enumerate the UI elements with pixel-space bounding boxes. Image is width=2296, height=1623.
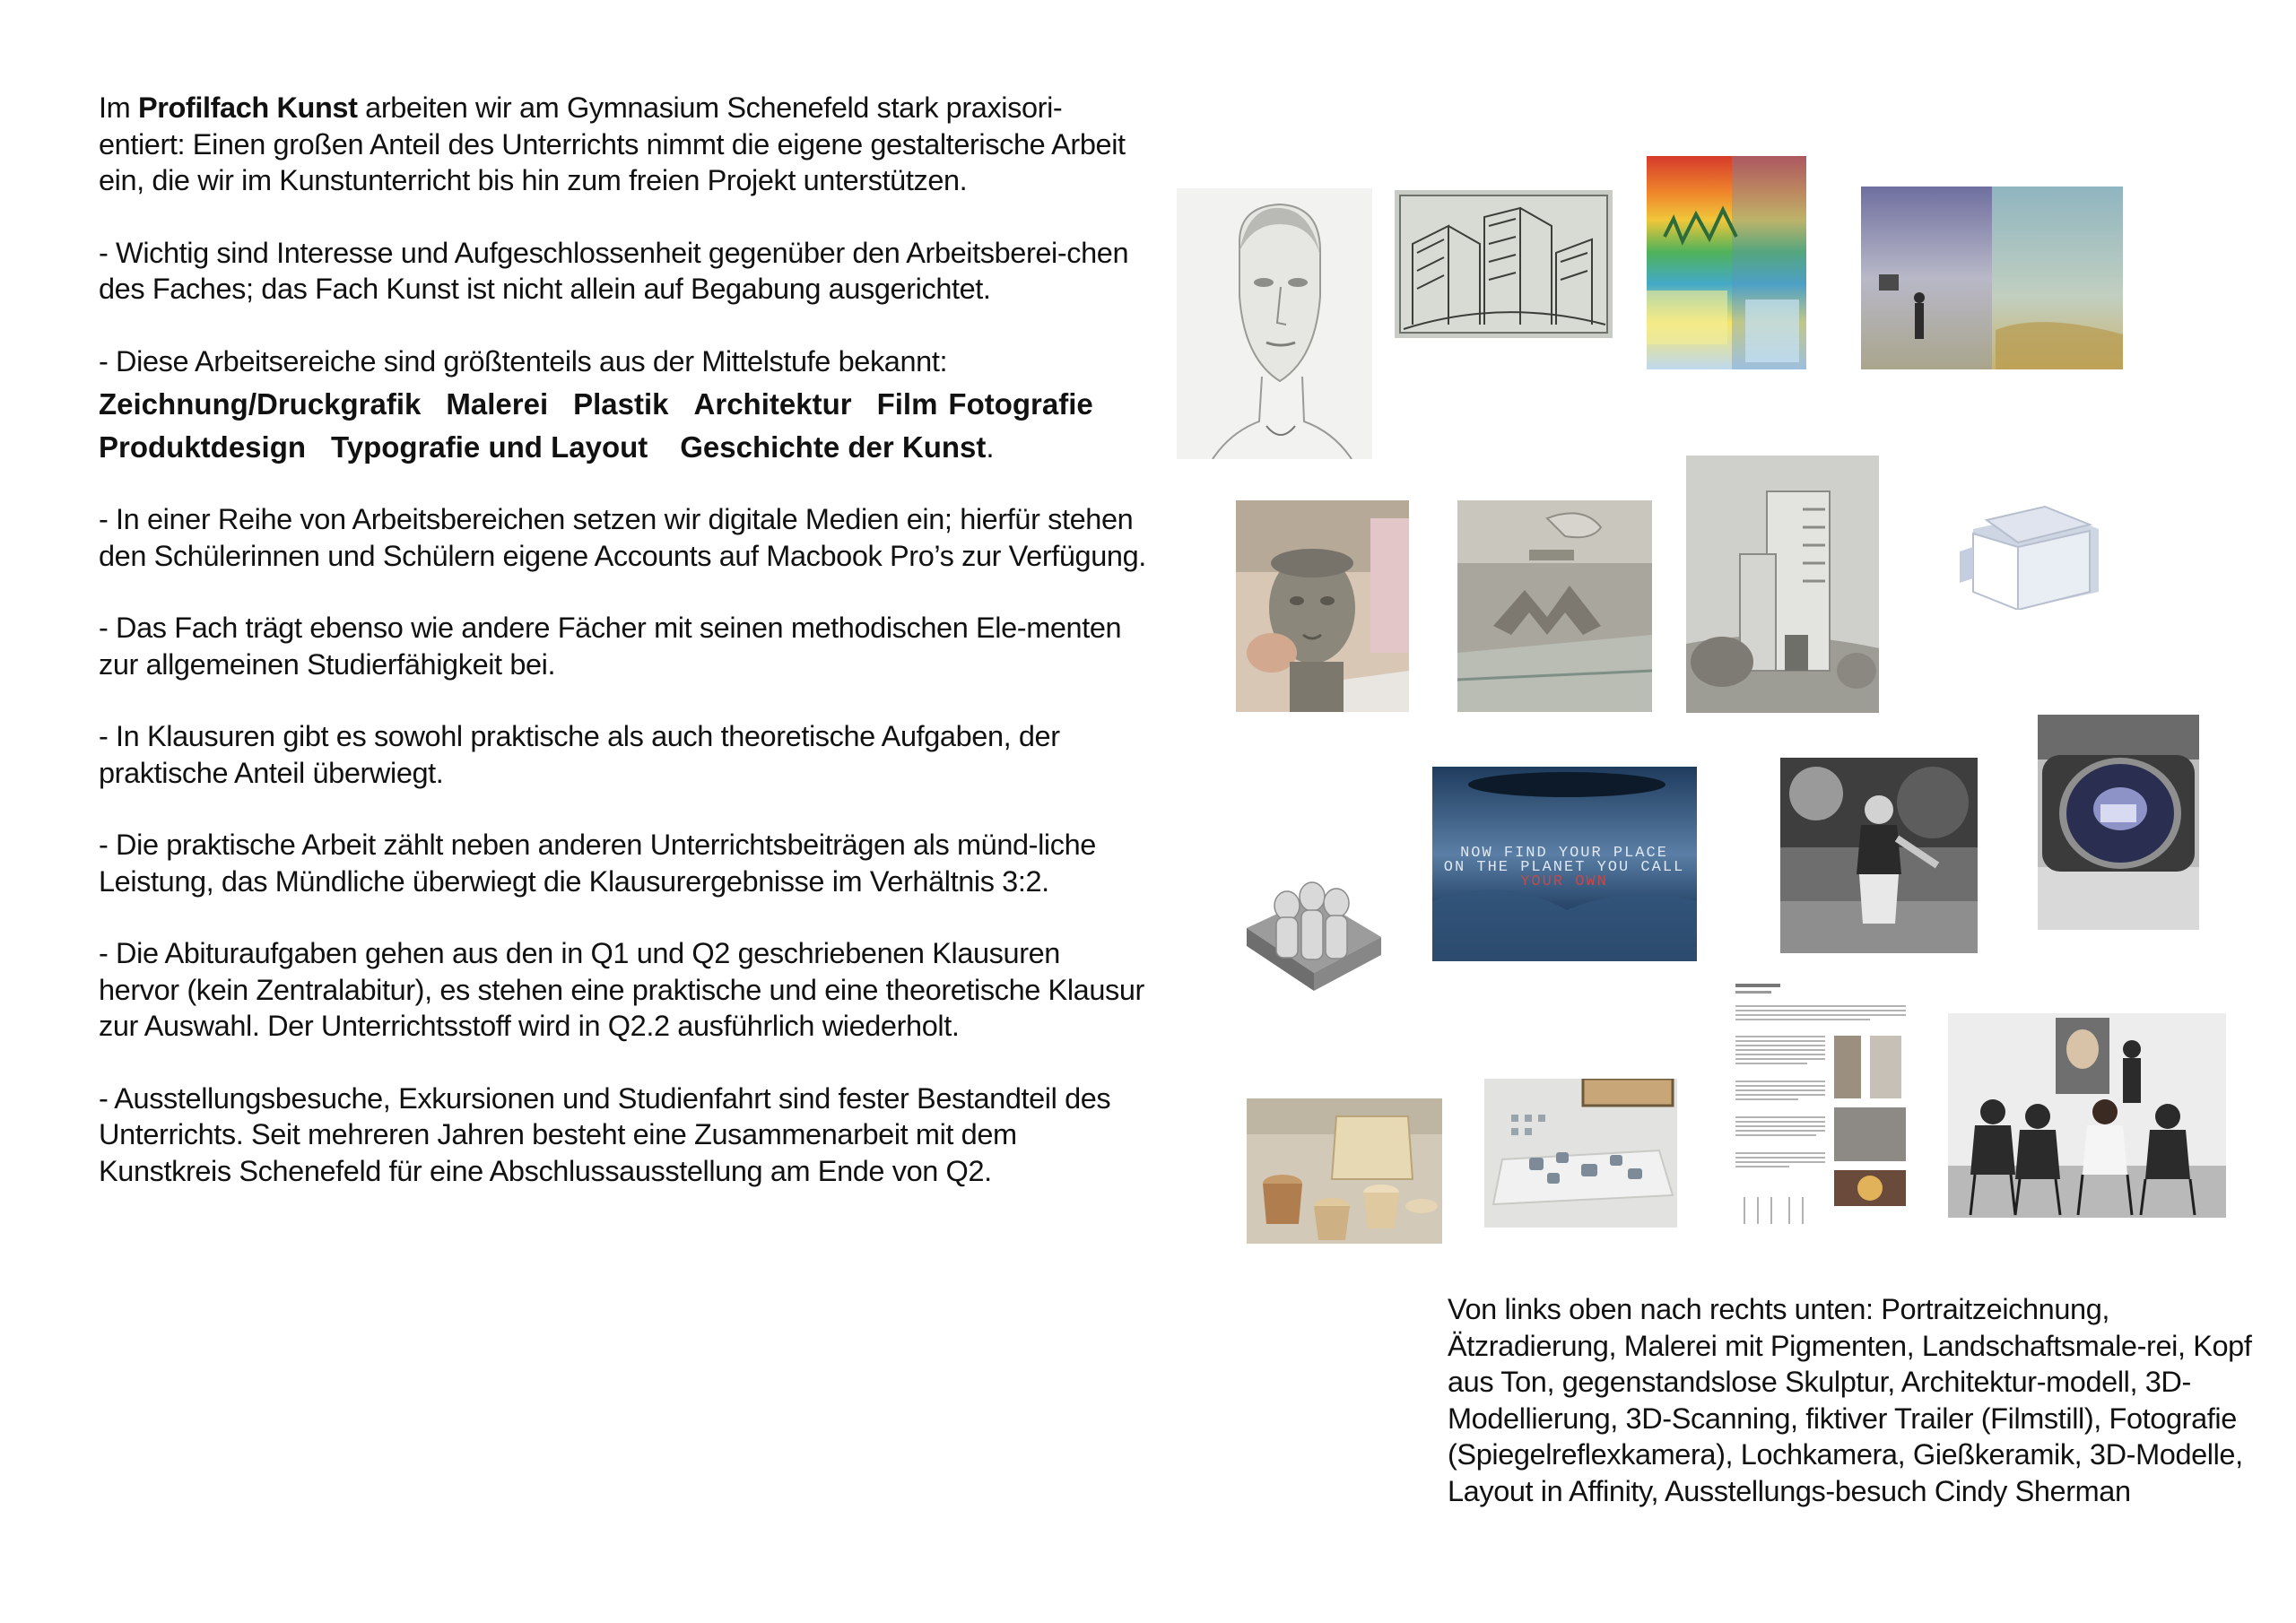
image-caption: Von links oben nach rechts unten: Portraitzeichnung, Ätzradierung, Malerei mit Pigmenten, Landschaftsmale-rei, Kopf aus Ton, gegenstandslose Skulptur, Architektur-modell, 3D-Modellierung, 3D-Scanning, fiktiver Trailer (Filmstill), Fotografie (Spiegelreflexkamera), Lochkamera, Gießkeramik, 3D-Modelle, Layout in Affinity, Ausstellungs-besuch Cindy Sherman [1448, 1293, 2252, 1507]
trailer-text-line-1: NOW FIND YOUR PLACE [1460, 845, 1668, 862]
work-areas-line-2: Produktdesign Typografie und Layout Geschichte der Kunst. [99, 430, 995, 464]
portrait-drawing-image [1177, 188, 1372, 459]
subject-name: Profilfach Kunst [137, 91, 358, 124]
work-areas-list [99, 383, 1148, 469]
pinhole-camera-image [2038, 715, 2199, 930]
cast-ceramics-image [1247, 1098, 1442, 1244]
etching-image [1395, 190, 1613, 338]
photography-image [1780, 758, 1978, 953]
exams-paragraph: - In Klausuren gibt es sowohl praktische als auch theoretische Aufgaben, der praktische Anteil überwiegt. [99, 720, 1060, 789]
intro-paragraph: Im Profilfach Kunst arbeiten wir am Gymnasium Schenefeld stark praxisori-entiert: Einen großen Anteil des Unterrichts nimmt die eigene gestalterische Arbeit ein, die wir im Kunstunterricht bis hin zum freien Projekt unterstützen. [99, 91, 1126, 196]
trailer-text-line-3: YOUR OWN [1520, 873, 1608, 890]
affinity-layout-image [1735, 982, 1913, 1237]
3d-scan-image [1233, 856, 1395, 1018]
clay-head-image [1236, 500, 1409, 712]
exhibition-visit-image [1948, 1013, 2226, 1218]
interest-paragraph: - Wichtig sind Interesse und Aufgeschlossenheit gegenüber den Arbeitsberei-chen des Faches; das Fach Kunst ist nicht allein auf Begabung ausgerichtet. [99, 236, 1129, 305]
intro-text-column [99, 90, 1148, 1225]
3d-model-render-image [1955, 502, 2103, 610]
abstract-sculpture-image [1457, 500, 1652, 712]
method-paragraph: - Das Fach trägt ebenso wie andere Fächer mit seinen methodischen Ele-menten zur allgemeinen Studierfähigkeit bei. [99, 612, 1122, 681]
abitur-paragraph: - Die Abituraufgaben gehen aus den in Q1 und Q2 geschriebenen Klausuren hervor (kein Zentralabitur), es stehen eine praktische und eine theoretische Klausur zur Auswahl. Der Unterrichtsstoff wird in Q2.2 ausführlich wiederholt. [99, 937, 1144, 1042]
digital-media-paragraph: - In einer Reihe von Arbeitsbereichen setzen wir digitale Medien ein; hierfür stehen den Schülerinnen und Schülern eigene Accounts auf Macbook Pro’s zur Verfügung. [99, 503, 1146, 572]
film-trailer-still-image [1432, 767, 1697, 961]
architecture-model-image [1686, 456, 1879, 713]
3d-models-image [1484, 1079, 1677, 1228]
trailer-text-line-2: ON THE PLANET YOU CALL [1443, 859, 1685, 876]
work-areas-line-1: Zeichnung/Druckgrafik Malerei Plastik Architektur Film Fotografie [99, 387, 1093, 421]
excursions-paragraph: - Ausstellungsbesuche, Exkursionen und Studienfahrt sind fester Bestandteil des Unterrichts. Seit mehreren Jahren besteht eine Zusammenarbeit mit dem Kunstkreis Schenefeld für eine Abschlussausstellung am Ende von Q2. [99, 1081, 1111, 1187]
pigment-painting-image [1647, 156, 1806, 369]
practical-work-paragraph: - Die praktische Arbeit zählt neben anderen Unterrichtsbeiträgen als münd-liche Leistung, das Mündliche überwiegt die Klausurergebnisse im Verhältnis 3:2. [99, 829, 1096, 898]
areas-intro-paragraph: - Diese Arbeitsereiche sind größtenteils aus der Mittelstufe bekannt: [99, 344, 948, 378]
landscape-painting-image [1861, 187, 2123, 369]
